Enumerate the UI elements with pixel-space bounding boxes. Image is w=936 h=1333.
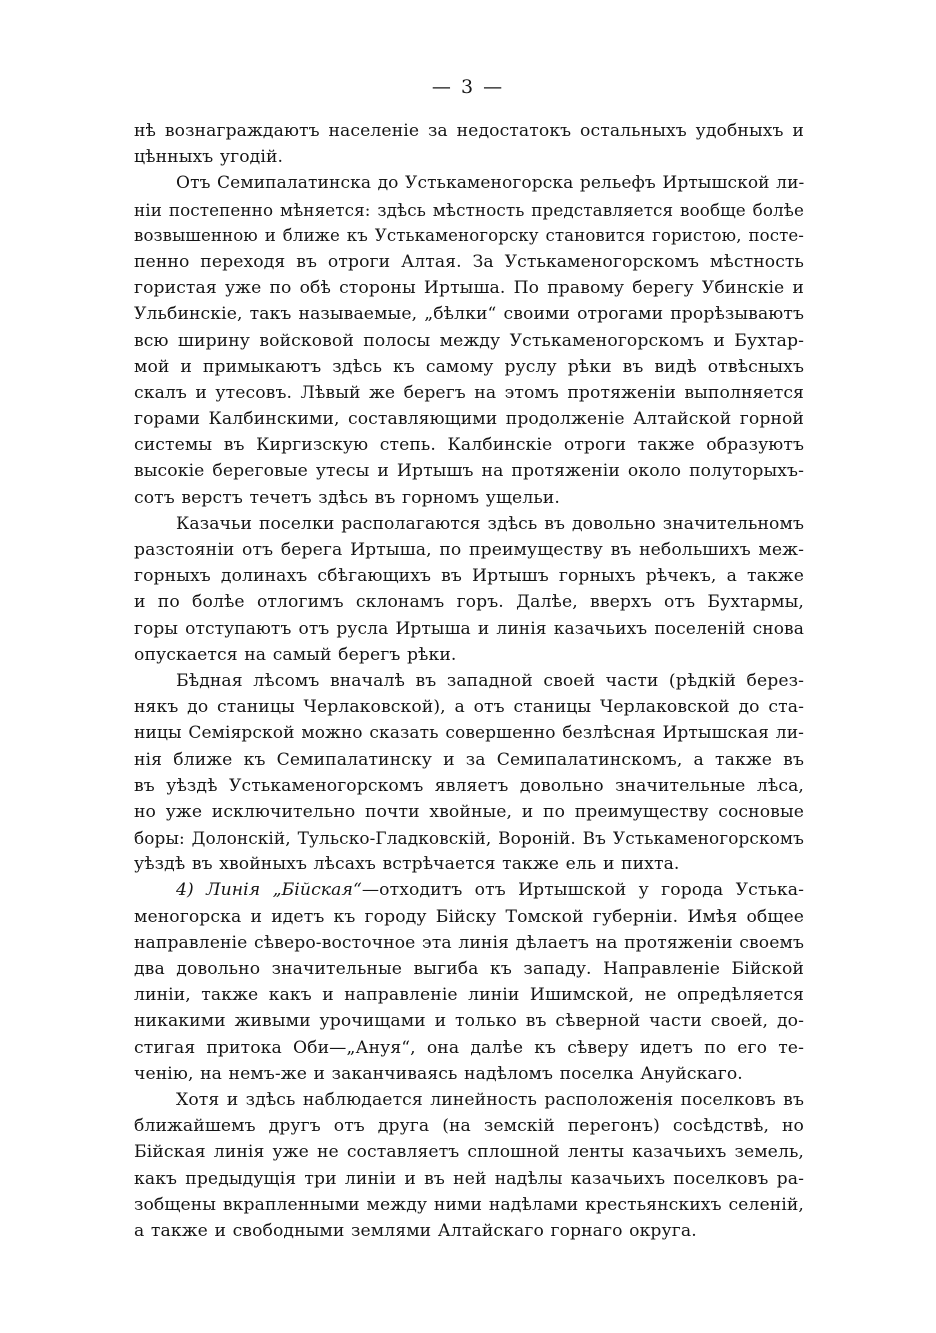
text-line: Хотя и здѣсь наблюдается линейность расположенія поселковъ въ [176, 1089, 804, 1110]
text-line: ближайшемъ другъ отъ друга (на земскій перегонъ) сосѣдствѣ, но [134, 1116, 804, 1137]
text-line: системы въ Киргизскую степь. Калбинскіе отроги также образуютъ [134, 435, 804, 456]
text-line: боры: Долонскій, Тульско-Гладковскій, Вороній. Въ Устькаменогорскомъ [134, 828, 804, 849]
text-line: но уже исключительно почти хвойные, и по преимуществу сосновые [134, 801, 804, 822]
text-line: какъ предыдущія три линіи и въ ней надѣлы казачьихъ поселковъ ра- [134, 1168, 804, 1189]
text-line: Отъ Семипалатинска до Устькаменогорска рельефъ Иртышской ли- [176, 173, 805, 194]
text-line: зобщены вкрапленными между ними надѣлами крестьянскихъ селеній, [134, 1194, 804, 1215]
text-line: нія ближе къ Семипалатинску и за Семипалатинскомъ, а также въ [134, 749, 804, 770]
text-line: разстояніи отъ берега Иртыша, по преимуществу въ небольшихъ меж- [134, 540, 804, 560]
paragraph [134, 511, 804, 668]
text-line: ніи постепенно мѣняется: здѣсь мѣстность представляется вообще болѣе [134, 199, 804, 220]
text-line: опускается на самый берегъ рѣки. [134, 644, 457, 665]
paragraph [134, 668, 804, 878]
text-line: някъ до станицы Черлаковской), а отъ станицы Черлаковской до ста- [134, 697, 804, 718]
section-heading: 4) Линія „Бійская“ [176, 880, 362, 901]
text-line: ченію, на немъ-же и заканчиваясь надѣломъ поселка Ануйскаго. [134, 1063, 743, 1084]
text-line: пенно переходя въ отроги Алтая. За Устькаменогорскомъ мѣстность [134, 251, 804, 272]
text-line: меногорска и идетъ къ городу Бійску Томской губерніи. Имѣя общее [134, 906, 804, 927]
paragraph [134, 1087, 804, 1244]
text-line: а также и свободными землями Алтайскаго горнаго округа. [134, 1220, 697, 1241]
text-line: скалъ и утесовъ. Лѣвый же берегъ на этомъ протяженіи выполняется [134, 382, 804, 403]
text-line: и по болѣе отлогимъ склонамъ горъ. Далѣе, вверхъ отъ Бухтармы, [134, 592, 804, 613]
text-line: Казачьи поселки располагаются здѣсь въ довольно значительномъ [176, 513, 804, 534]
text-line: никакими живыми урочищами и только въ сѣверной части своей, до- [134, 1011, 804, 1032]
text-line: нѣ вознаграждаютъ населеніе за недостатокъ остальныхъ удобныхъ и [134, 121, 804, 141]
text-line [134, 877, 804, 903]
text-line: горы отступаютъ отъ русла Иртыша и линія казачьихъ поселеній снова [134, 618, 804, 639]
text-line: направленіе сѣверо-восточное эта линія дѣлаетъ на протяженіи своемъ [134, 932, 804, 953]
text-line: два довольно значительные выгиба къ западу. Направленіе Бійской [134, 959, 804, 979]
paragraph [134, 170, 804, 510]
text-line: уѣздѣ въ хвойныхъ лѣсахъ встрѣчается также ель и пихта. [134, 854, 680, 875]
text-line: Ульбинскіе, такъ называемые, „бѣлки“ своими отрогами прорѣзываютъ [134, 304, 804, 325]
text-line-rest: —отходитъ отъ Иртышской у города Устька- [361, 880, 804, 901]
text-line: мой и примыкаютъ здѣсь къ самому руслу рѣки въ видѣ отвѣсныхъ [134, 356, 804, 377]
text-line: горами Калбинскими, составляющими продолженіе Алтайской горной [134, 409, 804, 430]
text-line: линіи, также какъ и направленіе линіи Ишимской, не опредѣляется [134, 985, 804, 1006]
text-line: цѣнныхъ угодій. [134, 147, 284, 168]
page-number: — 3 — [431, 76, 505, 98]
text-line: всю ширину войсковой полосы между Устькаменогорскомъ и Бухтар- [134, 330, 804, 351]
text-line: гористая уже по обѣ стороны Иртыша. По правому берегу Убинскіе и [134, 278, 804, 299]
text-line: въ уѣздѣ Устькаменогорскомъ являетъ довольно значительные лѣса, [134, 775, 804, 796]
paragraph [134, 118, 804, 170]
text-line: сотъ верстъ течетъ здѣсь въ горномъ ущельи. [134, 487, 560, 508]
text-line: Бѣдная лѣсомъ вначалѣ въ западной своей части (рѣдкій берез- [176, 670, 804, 691]
text-line: высокіе береговые утесы и Иртышъ на протяженіи около полуторыхъ- [134, 461, 804, 482]
text-line: Бійская линія уже не составляетъ сплошной ленты казачьихъ земель, [134, 1142, 804, 1163]
text-line: горныхъ долинахъ сбѣгающихъ въ Иртышъ горныхъ рѣчекъ, а также [134, 566, 804, 587]
text-line: возвышенною и ближе къ Устькаменогорску становится гористою, посте- [134, 225, 804, 245]
paragraph [134, 877, 804, 1087]
body-text [134, 118, 804, 1244]
text-line: стигая притока Оби—„Ануя“, она далѣе къ сѣверу идетъ по его те- [134, 1037, 804, 1058]
text-line: ницы Семіярской можно сказать совершенно безлѣсная Иртышская ли- [134, 723, 804, 744]
